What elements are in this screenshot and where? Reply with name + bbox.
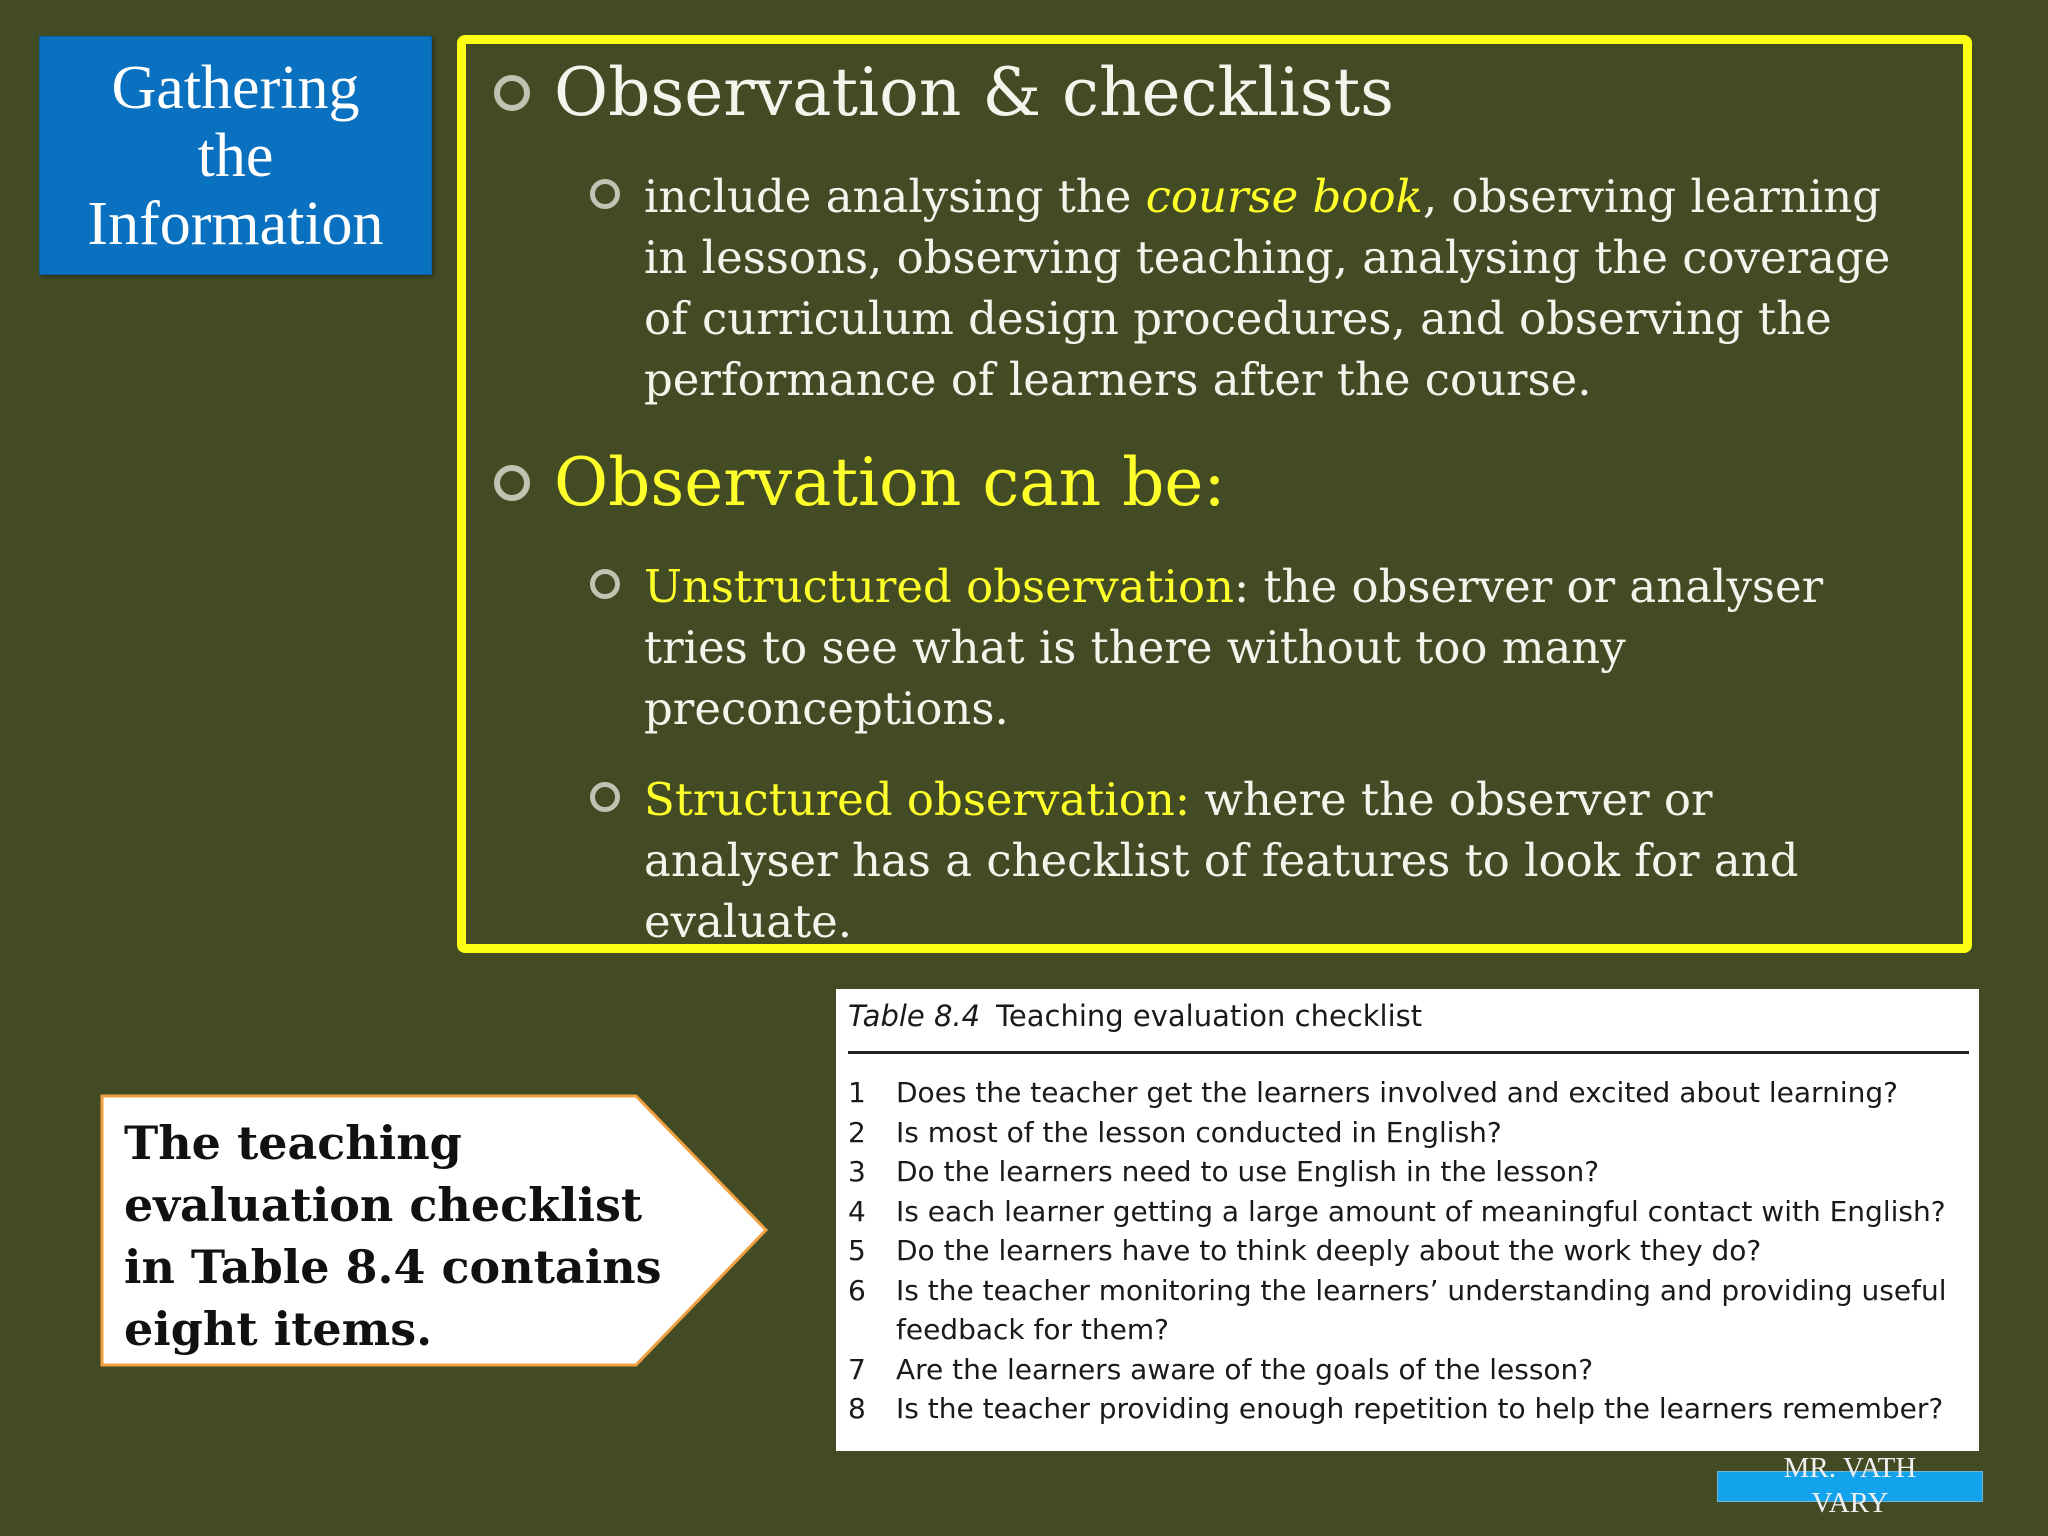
table-caption (848, 999, 1422, 1033)
table-row (848, 1192, 1973, 1232)
table-divider (848, 1051, 1969, 1054)
row-number: 1 (848, 1076, 866, 1109)
row-question: Is the teacher providing enough repetition to help the learners remember? (896, 1392, 1944, 1425)
table-number: Table 8.4 (848, 999, 981, 1033)
section-tag (39, 36, 432, 275)
ring-bullet-icon (494, 465, 530, 501)
section-tag-label: Gathering the Information (87, 53, 384, 258)
heading-observation-checklists (494, 54, 1394, 132)
ring-bullet-icon (590, 179, 620, 209)
row-question: Does the teacher get the learners involved and excited about learning? (896, 1076, 1898, 1109)
table-row (848, 1231, 1973, 1271)
bullet-unstructured-observation (590, 556, 1920, 739)
table-row (848, 1152, 1973, 1192)
table-rows (848, 1073, 1973, 1429)
content-frame (457, 35, 1972, 953)
row-number: 4 (848, 1194, 866, 1228)
table-row (848, 1389, 1973, 1429)
callout-text: The teaching evaluation checklist in Table 8.4 contains eight items. (124, 1116, 662, 1356)
ring-bullet-icon (494, 75, 530, 111)
checklist-table (836, 989, 1979, 1451)
row-number: 8 (848, 1392, 866, 1425)
table-row (848, 1113, 1973, 1153)
row-question: Is the teacher monitoring the learners’ understanding and providing useful feedback for them? (896, 1273, 1947, 1346)
bullet-text-start: include analysing the (644, 170, 1146, 223)
row-number: 5 (848, 1234, 866, 1267)
row-question: Do the learners need to use English in the lesson? (896, 1155, 1600, 1188)
table-row (848, 1271, 1973, 1350)
table-title: Teaching evaluation checklist (996, 999, 1423, 1033)
ring-bullet-icon (590, 782, 620, 812)
row-number: 2 (848, 1115, 866, 1149)
term-structured: Structured observation: (644, 773, 1191, 826)
row-number: 3 (848, 1155, 866, 1188)
bullet-text-end: , observing learning in lessons, observing teaching, analysing the coverage of curriculum design procedures, and observing the performance of learners after the course. (644, 170, 1891, 406)
bullet-text (644, 769, 1920, 952)
heading-observation-can-be (494, 444, 1226, 522)
row-question: Is each learner getting a large amount of meaningful contact with English? (896, 1194, 1946, 1228)
definition-structured: where the observer or analyser has a checklist of features to look for and evaluate. (644, 773, 1799, 948)
row-question: Are the learners aware of the goals of the lesson? (896, 1352, 1594, 1386)
definition-unstructured: : the observer or analyser tries to see what is there without too many preconceptions. (644, 560, 1824, 735)
table-row (848, 1073, 1973, 1113)
bullet-structured-observation (590, 769, 1920, 952)
row-number: 7 (848, 1352, 866, 1386)
bullet-text (644, 556, 1920, 739)
course-book-highlight: course book (1145, 170, 1423, 223)
bullet-include-analysing (590, 166, 1920, 410)
table-row (848, 1350, 1973, 1390)
author-label: MR. VATH VARY (1783, 1452, 1917, 1519)
bullet-text (644, 166, 1920, 410)
row-question: Is most of the lesson conducted in English? (896, 1115, 1502, 1149)
row-number: 6 (848, 1273, 866, 1307)
row-question: Do the learners have to think deeply about the work they do? (896, 1234, 1762, 1267)
callout-arrow-box (100, 1094, 770, 1367)
heading-text: Observation & checklists (554, 54, 1395, 131)
ring-bullet-icon (590, 569, 620, 599)
term-unstructured: Unstructured observation (644, 560, 1235, 613)
heading-text: Observation can be: (554, 444, 1226, 521)
